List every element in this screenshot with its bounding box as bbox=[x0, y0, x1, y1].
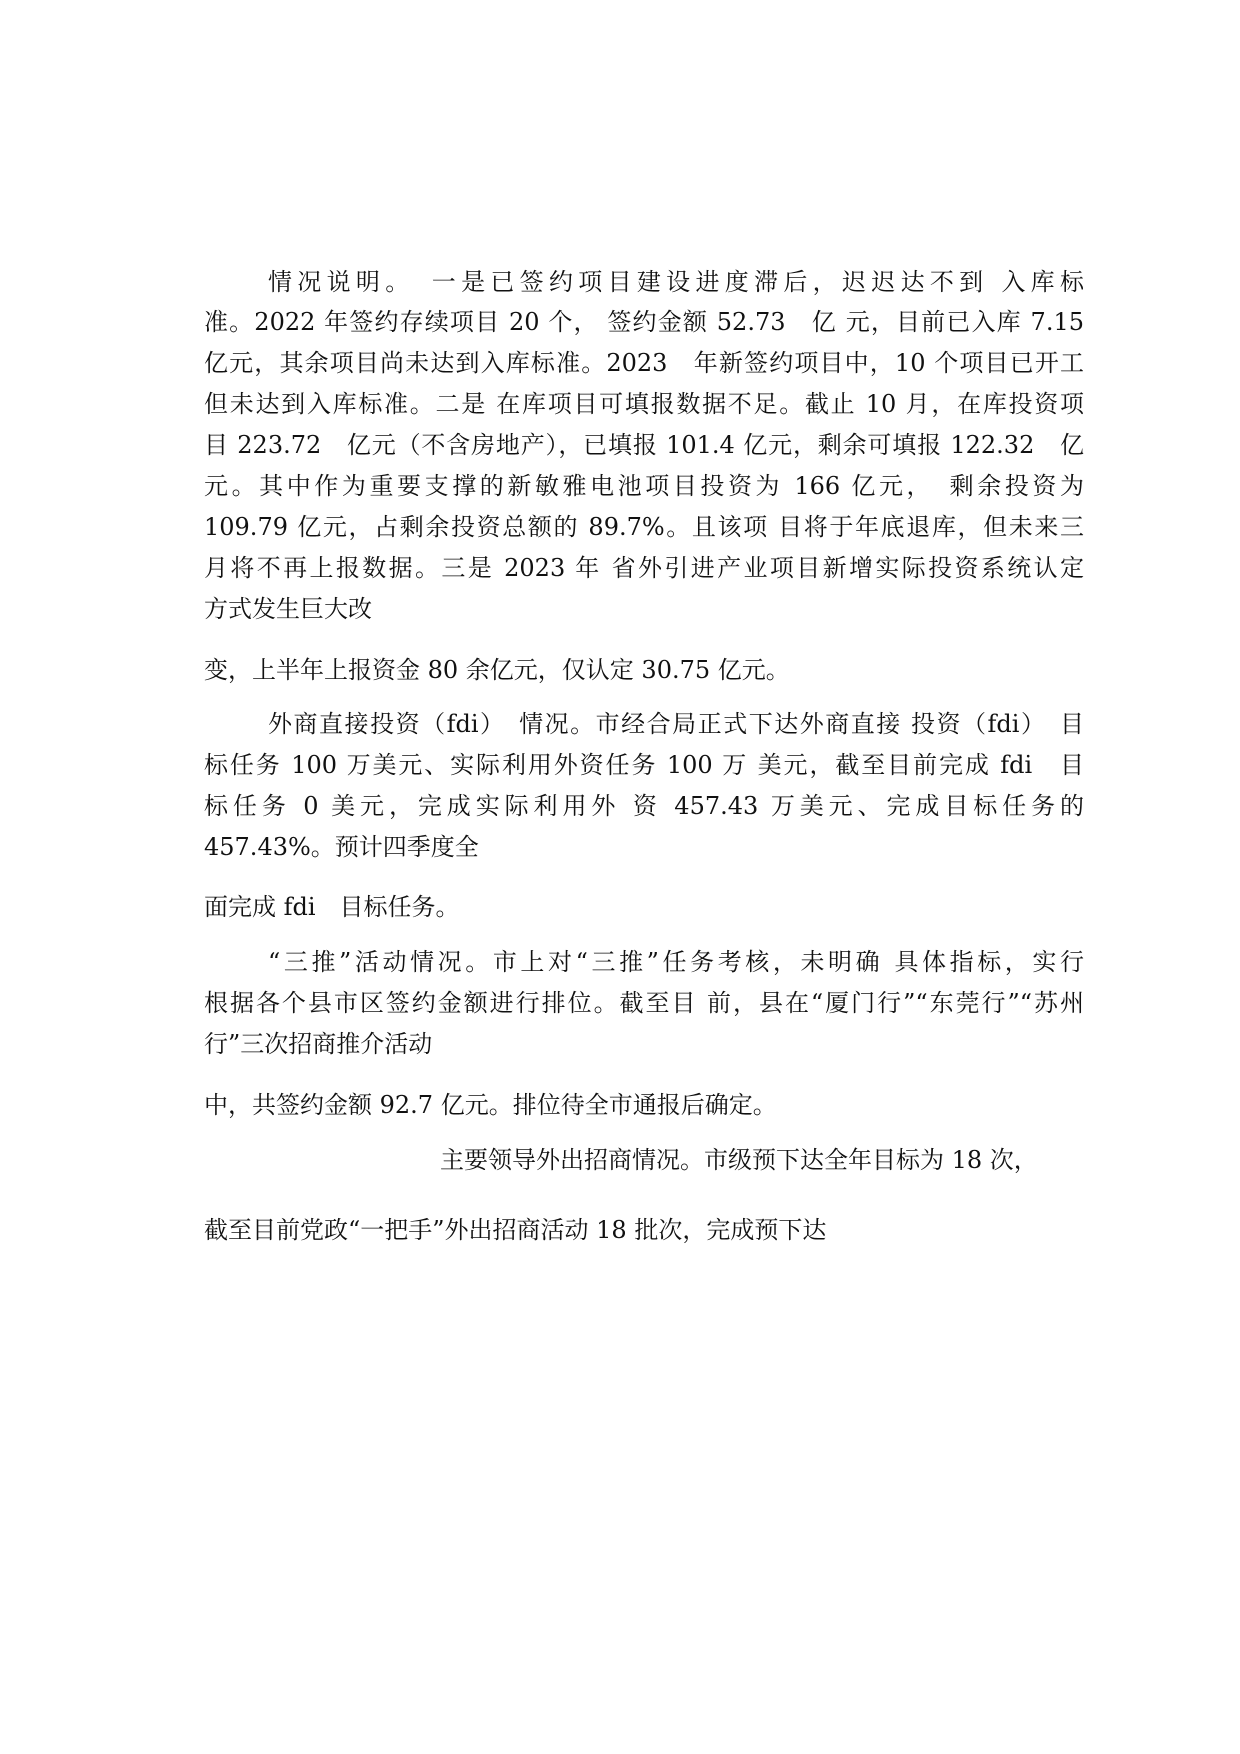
paragraph-1-line-3: 亿元，其余项目尚未达到入库标准。2023 年新签约项目中，10 个项目已开工 bbox=[204, 349, 1084, 377]
paragraph-1-line-9: 方式发生巨大改 bbox=[204, 595, 372, 623]
paragraph-3-line-2: 标任务 100 万美元、实际利用外资任务 100 万 美元，截至目前完成 fdi 目 bbox=[204, 751, 1084, 779]
paragraph-3-line-1: 外商直接投资（fdi） 情况。市经合局正式下达外商直接 投资（fdi） 目 bbox=[268, 710, 1084, 738]
paragraph-1-line-2: 准。2022 年签约存续项目 20 个， 签约金额 52.73 亿 元，目前已入库 7.15 bbox=[204, 308, 1084, 336]
paragraph-3-line-4: 457.43%。预计四季度全 bbox=[204, 833, 479, 861]
paragraph-1-line-4: 但未达到入库标准。二是 在库项目可填报数据不足。截止 10 月，在库投资项 bbox=[204, 390, 1084, 418]
paragraph-6-line-1: 中，共签约金额 92.7 亿元。排位待全市通报后确定。 bbox=[204, 1091, 777, 1119]
paragraph-5-line-3: 行”三次招商推介活动 bbox=[204, 1030, 433, 1058]
paragraph-3-line-3: 标任务 0 美元，完成实际利用外 资 457.43 万美元、完成目标任务的 bbox=[204, 792, 1084, 820]
paragraph-1-line-1: 情况说明。 一是已签约项目建设进度滞后，迟迟达不到 入库标 bbox=[268, 268, 1084, 296]
paragraph-7-line-1: 主要领导外出招商情况。市级预下达全年目标为 18 次， bbox=[440, 1146, 1038, 1174]
paragraph-5-line-2: 根据各个县市区签约金额进行排位。截至目 前，县在“厦门行”“东莞行”“苏州 bbox=[204, 989, 1084, 1017]
paragraph-5-line-1: “三推”活动情况。市上对“三推”任务考核，未明确 具体指标，实行 bbox=[268, 948, 1084, 976]
paragraph-1-line-8: 月将不再上报数据。三是 2023 年 省外引进产业项目新增实际投资系统认定 bbox=[204, 554, 1084, 582]
paragraph-1-line-6: 元。其中作为重要支撑的新敏雅电池项目投资为 166 亿元， 剩余投资为 bbox=[204, 472, 1084, 500]
paragraph-8-line-1: 截至目前党政“一把手”外出招商活动 18 批次，完成预下达 bbox=[204, 1216, 827, 1244]
paragraph-2-line-1: 变，上半年上报资金 80 余亿元，仅认定 30.75 亿元。 bbox=[204, 656, 790, 684]
paragraph-4-line-1: 面完成 fdi 目标任务。 bbox=[204, 893, 460, 921]
paragraph-1-line-7: 109.79 亿元，占剩余投资总额的 89.7%。且该项 目将于年底退库，但未来三 bbox=[204, 513, 1084, 541]
paragraph-1-line-5: 目 223.72 亿元（不含房地产），已填报 101.4 亿元，剩余可填报 122.32 亿 bbox=[204, 431, 1084, 459]
